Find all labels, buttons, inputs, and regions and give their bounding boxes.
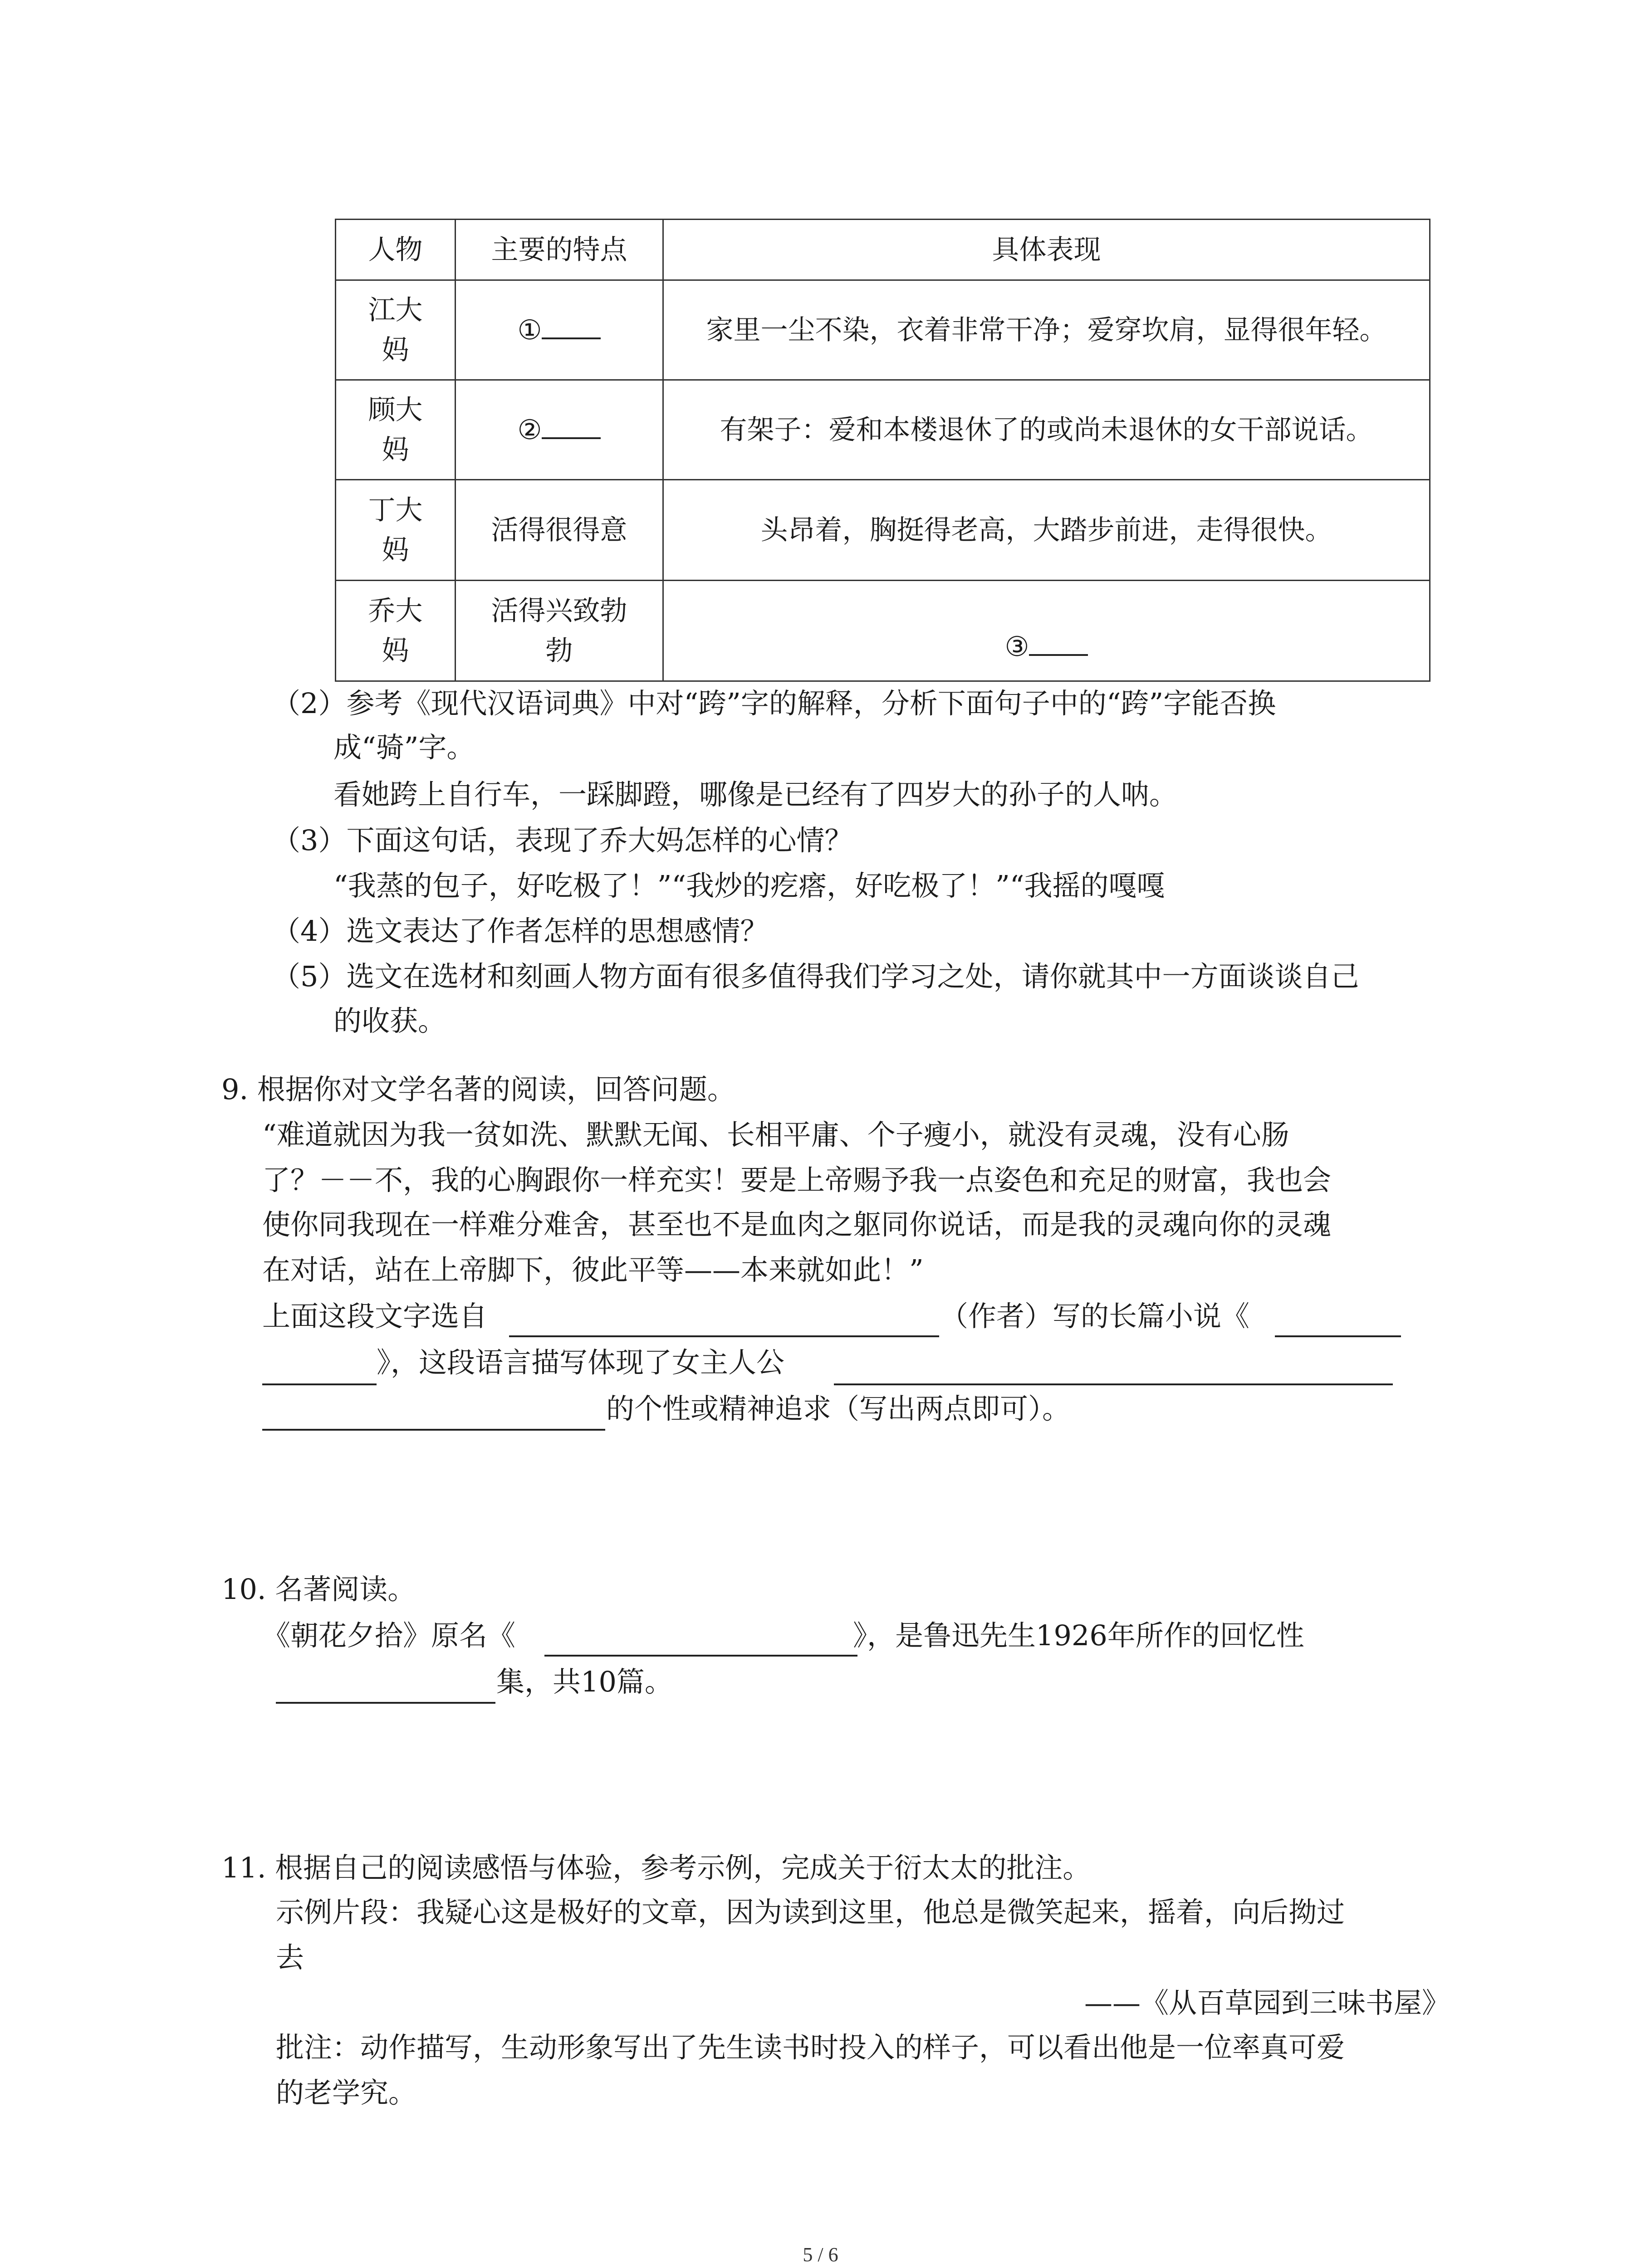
q11-note-line1: 批注：动作描写，生动形象写出了先生读书时投入的样子，可以看出他是一位率真可爱 [276, 2031, 1345, 2064]
detail-cell [663, 380, 1430, 480]
person-name: 丁大妈 [368, 494, 423, 566]
table-row [336, 480, 1430, 581]
q9-quote-line3: 使你同我现在一样难分难舍，甚至也不是血肉之躯同你说话，而是我的灵魂向你的灵魂 [262, 1208, 1332, 1241]
person-cell [336, 380, 456, 480]
q9-fill-text4: 的个性或精神追求（写出两点即可）。 [606, 1392, 1071, 1425]
trait-cell [456, 480, 663, 581]
q11-example-line1: 示例片段：我疑心这是极好的文章，因为读到这里，他总是微笑起来，摇着，向后拗过 [276, 1896, 1345, 1929]
page-number: 5 / 6 [803, 2244, 838, 2266]
detail-text: ③ [1004, 631, 1029, 663]
person-cell [336, 581, 456, 681]
detail-text: 头昂着，胸挺得老高，大踏步前进，走得很快。 [760, 514, 1332, 546]
q10-fill-text2: 》，是鲁迅先生1926年所作的回忆性 [853, 1619, 1304, 1652]
detail-text: 家里一尘不染，衣着非常干净；爱穿坎肩，显得很年轻。 [706, 314, 1387, 346]
author-answer-blank[interactable] [509, 1335, 939, 1337]
q11-title: 11. 根据自己的阅读感悟与体验，参考示例，完成关于衍太太的批注。 [221, 1851, 1091, 1884]
q11-source: ——《从百草园到三味书屋》 [1084, 1986, 1450, 2019]
trait-text: 活得很得意 [491, 514, 627, 546]
original-title-blank[interactable] [544, 1655, 857, 1657]
q10-fill-text1: 《朝花夕拾》原名《 [262, 1619, 516, 1652]
q10-fill-text3: 集，共10篇。 [496, 1665, 673, 1698]
q8-sub2-line2: 成“骑”字。 [333, 731, 475, 764]
detail-cell [663, 581, 1430, 681]
q9-quote-line2: 了？－－不，我的心胸跟你一样充实！要是上帝赐予我一点姿色和充足的财富，我也会 [262, 1163, 1332, 1197]
person-cell [336, 480, 456, 581]
q9-fill-text2: （作者）写的长篇小说《 [940, 1300, 1250, 1333]
table-header-cell: 具体表现 [663, 220, 1430, 280]
character-traits-table [335, 219, 1430, 682]
table-header-cell: 人物 [336, 220, 456, 280]
q11-example-line2: 去 [276, 1941, 304, 1974]
answer-blank[interactable] [542, 419, 601, 439]
table-header-row [336, 220, 1430, 280]
q9-fill-text3: 》，这段语言描写体现了女主人公 [377, 1346, 785, 1379]
answer-blank[interactable] [542, 319, 601, 339]
detail-cell [663, 480, 1430, 581]
q8-sub5-line2: 的收获。 [333, 1004, 446, 1037]
person-name: 顾大妈 [368, 394, 423, 466]
trait-cell [456, 280, 663, 380]
person-cell [336, 280, 456, 380]
q10-title: 10. 名著阅读。 [221, 1573, 416, 1606]
q9-quote-line1: “难道就因为我一贫如洗、默默无闻、长相平庸、个子瘦小，就没有灵魂，没有心肠 [262, 1118, 1289, 1151]
novel-title-blank-cont[interactable] [262, 1383, 377, 1385]
table-row [336, 280, 1430, 380]
answer-blank[interactable] [1029, 636, 1088, 656]
q8-sub2-line1: （2）参考《现代汉语词典》中对“跨”字的解释，分析下面句子中的“跨”字能否换 [272, 687, 1276, 720]
person-name: 乔大妈 [368, 595, 423, 667]
q11-note-line2: 的老学究。 [276, 2076, 417, 2109]
novel-title-blank[interactable] [1275, 1335, 1401, 1337]
genre-answer-blank[interactable] [276, 1702, 495, 1704]
q8-sub3-quote: “我蒸的包子，好吃极了！”“我炒的疙瘩，好吃极了！”“我摇的嘎嘎 [333, 869, 1165, 902]
q8-sub3-line1: （3）下面这句话，表现了乔大妈怎样的心情？ [272, 824, 853, 857]
personality-answer-blank-cont[interactable] [262, 1429, 605, 1431]
q9-fill-text1: 上面这段文字选自 [262, 1300, 488, 1333]
table-header-cell: 主要的特点 [456, 220, 663, 280]
q8-sub2-sentence: 看她跨上自行车，一踩脚蹬，哪像是已经有了四岁大的孙子的人呐。 [333, 778, 1178, 811]
detail-cell [663, 280, 1430, 380]
trait-cell [456, 380, 663, 480]
trait-text: 活得兴致勃勃 [491, 595, 627, 667]
table-row [336, 581, 1430, 681]
q8-sub5-line1: （5）选文在选材和刻画人物方面有很多值得我们学习之处，请你就其中一方面谈谈自己 [272, 960, 1359, 993]
person-name: 江大妈 [368, 294, 423, 366]
trait-cell [456, 581, 663, 681]
personality-answer-blank[interactable] [834, 1383, 1393, 1385]
table-row [336, 380, 1430, 480]
q9-title: 9. 根据你对文学名著的阅读，回答问题。 [221, 1073, 735, 1106]
detail-text: 有架子：爱和本楼退休了的或尚未退休的女干部说话。 [720, 414, 1373, 446]
q8-sub4: （4）选文表达了作者怎样的思想感情？ [272, 914, 769, 948]
trait-text: ① [517, 314, 542, 346]
q9-quote-line4: 在对话，站在上帝脚下，彼此平等——本来就如此！” [262, 1253, 924, 1286]
trait-text: ② [517, 414, 542, 446]
